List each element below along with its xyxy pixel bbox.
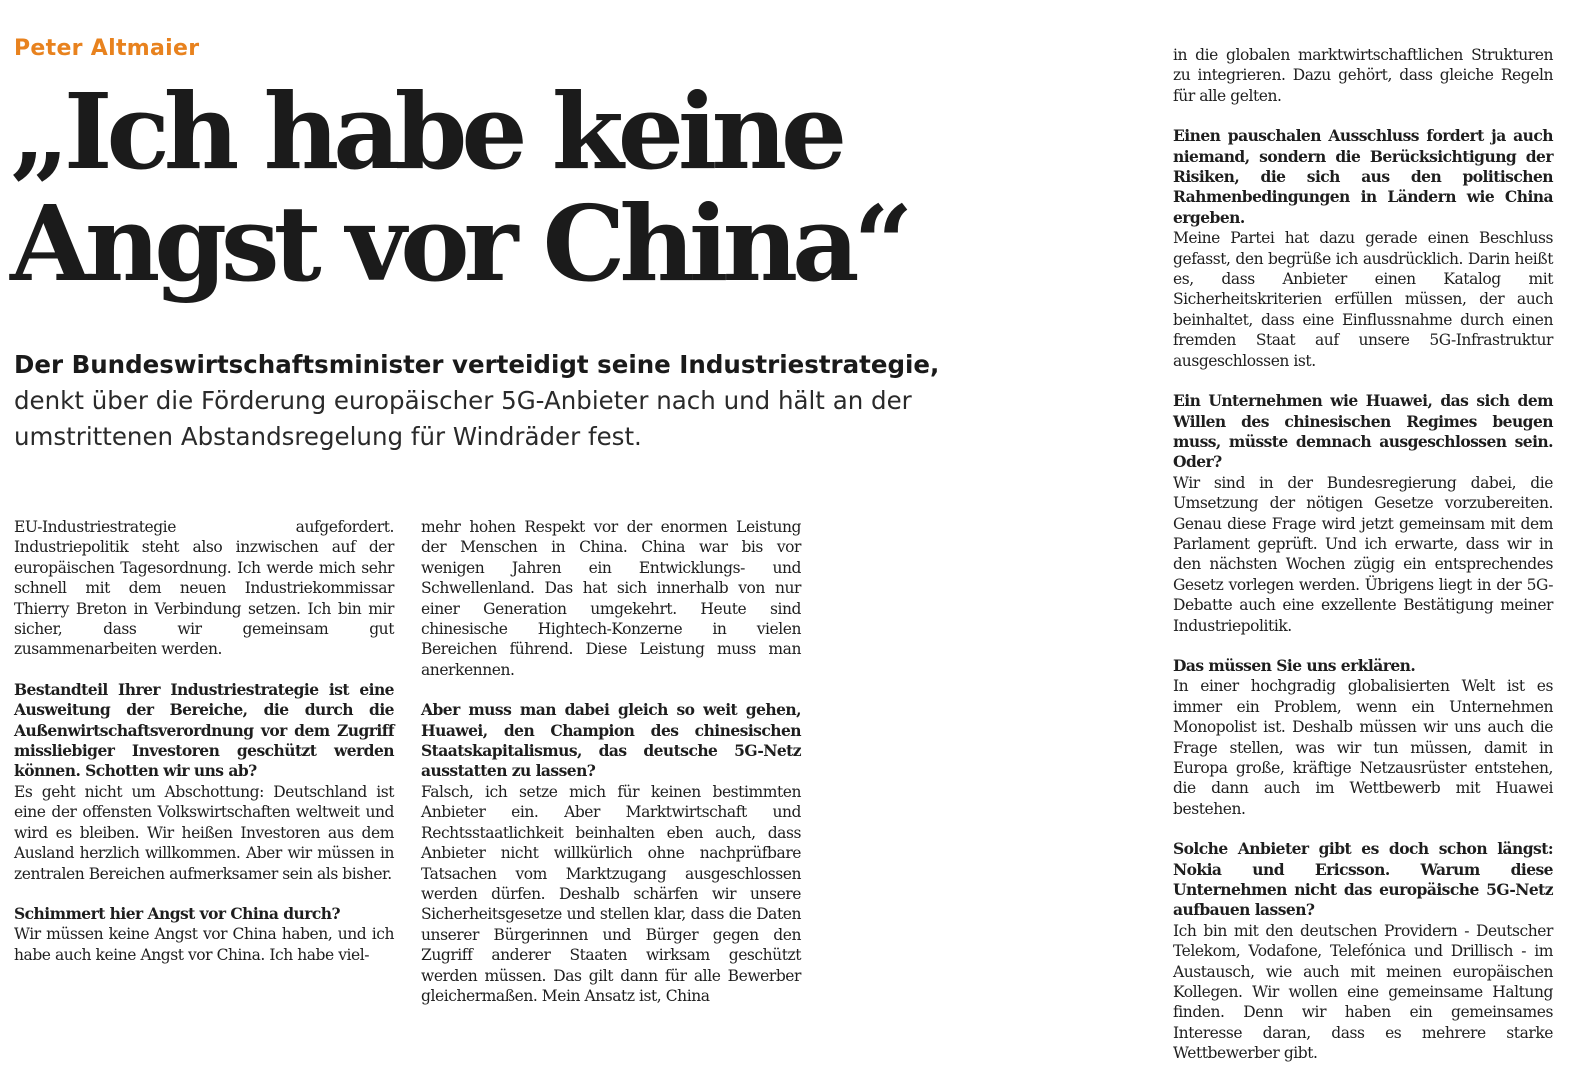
standfirst bbox=[14, 347, 994, 455]
body-paragraph: EU-Industriestrategie aufgefordert. Industriepolitik steht also inzwischen auf der europäischen Tagesordnung. Ich werde mich sehr schnell mit dem neuen Industriekommissar Thierry Breton in Verbindung setzen. Ich bin mir sicher, dass wir gemeinsam gut zusammenarbeiten werden. bbox=[14, 518, 394, 659]
interview-qa bbox=[14, 680, 394, 884]
interview-answer: Es geht nicht um Abschottung: Deutschland ist eine der offensten Volkswirtschaften weltweit und wird es bleiben. Wir heißen Investoren aus dem Ausland herzlich willkommen. Aber wir müssen in zentralen Bereichen aufmerksamer sein als bisher. bbox=[14, 782, 394, 883]
headline-line-1: „Ich habe keine bbox=[10, 70, 842, 193]
interview-answer: In einer hochgradig globalisierten Welt ist es immer ein Problem, wenn ein Unternehmen Monopolist ist. Deshalb müssen wir uns auch die Frage stellen, was wir tun müssen, damit in Europa große, kräftige Netzausrüster entstehen, die dann auch im Wettbewerb mit Huawei bestehen. bbox=[1173, 677, 1553, 818]
interview-question: Einen pauschalen Ausschluss fordert ja auch niemand, sondern die Berücksichtigung der Risiken, die sich aus den politischen Rahmenbedingungen in Ländern wie China ergeben. bbox=[1173, 126, 1553, 227]
article-column-1 bbox=[14, 517, 394, 985]
headline bbox=[10, 70, 1010, 305]
interview-qa bbox=[1173, 839, 1553, 1063]
interview-question: Bestandteil Ihrer Industriestrategie ist eine Ausweitung der Bereiche, die durch die Außenwirtschaftsverordnung vor dem Zugriff missliebiger Investoren geschützt werden können. Schotten wir uns ab? bbox=[14, 679, 394, 781]
article-column-2 bbox=[421, 517, 801, 1026]
interview-question: Aber muss man dabei gleich so weit gehen, Huawei, den Champion des chinesischen Staatskapitalismus, das deutsche 5G-Netz ausstatten zu lassen? bbox=[421, 700, 801, 781]
interview-qa bbox=[1173, 126, 1553, 371]
standfirst-text: denkt über die Förderung europäischer 5G-Anbieter nach und hält an der umstrittenen Abstandsregelung für Windräder fest. bbox=[14, 386, 912, 451]
interview-answer: Wir sind in der Bundesregierung dabei, die Umsetzung der nötigen Gesetze vorzubereiten. Genau diese Frage wird jetzt gemeinsam mit dem Parlament geprüft. Und ich erwarte, dass wir in den nächsten Wochen zügig ein entsprechendes Gesetz vorlegen werden. Übrigens liegt in der 5G-Debatte auch eine exzellente Bestätigung meiner Industriepolitik. bbox=[1173, 473, 1553, 635]
interview-question: Das müssen Sie uns erklären. bbox=[1173, 655, 1416, 675]
interview-question: Schimmert hier Angst vor China durch? bbox=[14, 903, 340, 923]
interview-question: Solche Anbieter gibt es doch schon längst: Nokia und Ericsson. Warum diese Unternehmen nicht das europäische 5G-Netz aufbauen lassen? bbox=[1173, 839, 1553, 920]
interview-qa bbox=[1173, 391, 1553, 636]
interview-answer: Falsch, ich setze mich für keinen bestimmten Anbieter ein. Aber Marktwirtschaft und Rechtsstaatlichkeit beinhalten eben auch, dass Anbieter nicht willkürlich ohne nachprüfbare Tatsachen vom Marktzugang ausgeschlossen werden dürfen. Deshalb schärfen wir unsere Sicherheitsgesetze und stellen klar, dass die Daten unserer Bürgerinnen und Bürger gegen den Zugriff anderer Staaten wirksam geschützt werden müssen. Das gilt dann für alle Bewerber gleichermaßen. Mein Ansatz ist, China bbox=[421, 782, 801, 1005]
interview-answer: Meine Partei hat dazu gerade einen Beschluss gefasst, den begrüße ich ausdrücklich. Darin heißt es, dass Anbieter einen Katalog mit Sicherheitskriterien erfüllen müssen, der auch beinhaltet, dass eine Einflussnahme durch einen fremden Staat auf unsere 5G-Infrastruktur ausgeschlossen ist. bbox=[1173, 229, 1553, 370]
article-column-3 bbox=[1173, 45, 1553, 1084]
headline-line-2: Angst vor China“ bbox=[10, 182, 908, 305]
interview-qa bbox=[14, 904, 394, 965]
body-paragraph: in die globalen marktwirtschaftlichen Strukturen zu integrieren. Dazu gehört, dass gleiche Regeln für alle gelten. bbox=[1173, 46, 1553, 105]
author-kicker: Peter Altmaier bbox=[14, 36, 200, 61]
interview-answer: Ich bin mit den deutschen Providern - Deutscher Telekom, Vodafone, Telefónica und Drillisch - im Austausch, wie auch mit meinen europäischen Kollegen. Wir wollen eine gemeinsame Haltung finden. Denn wir haben ein gemeinsames Interesse daran, dass es mehrere starke Wettbewerber gibt. bbox=[1173, 921, 1553, 1063]
interview-qa bbox=[1173, 656, 1553, 819]
interview-question: Ein Unternehmen wie Huawei, das sich dem Willen des chinesischen Regimes beugen muss, müsste demnach ausgeschlossen sein. Oder? bbox=[1173, 391, 1553, 472]
interview-answer: Wir müssen keine Angst vor China haben, und ich habe auch keine Angst vor China. Ich habe viel- bbox=[14, 925, 394, 964]
body-paragraph: mehr hohen Respekt vor der enormen Leistung der Menschen in China. China war bis vor wenigen Jahren ein Entwicklungs- und Schwellenland. Das hat sich innerhalb von nur einer Generation umgekehrt. Heute sind chinesische Hightech-Konzerne in vielen Bereichen führend. Diese Leistung muss man anerkennen. bbox=[421, 518, 801, 679]
standfirst-lead: Der Bundeswirtschaftsminister verteidigt seine Industriestrategie, bbox=[14, 350, 940, 379]
interview-qa bbox=[421, 700, 801, 1006]
